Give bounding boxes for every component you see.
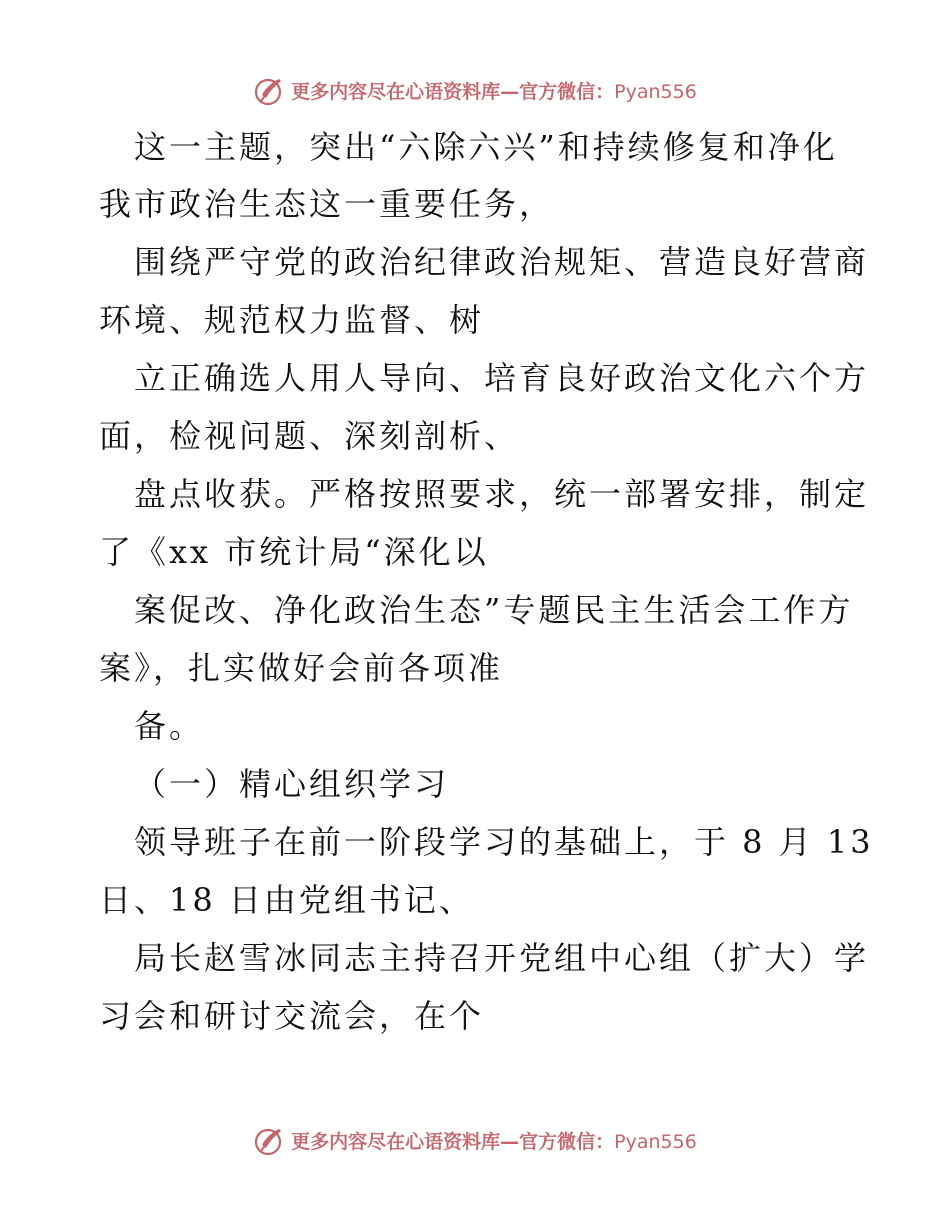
- body-line: 备。: [134, 707, 205, 745]
- body-line: 习会和研讨交流会，在个: [99, 997, 485, 1035]
- body-line: 我市政治生态这一重要任务，: [99, 185, 555, 223]
- body-line: 案》，扎实做好会前各项准: [99, 649, 504, 687]
- footer-banner-text: 更多内容尽在心语资料库—官方微信：Pyan556: [291, 1130, 697, 1153]
- body-line: 了《xx 市统计局“深化以: [99, 533, 489, 571]
- section-heading: （一）精心组织学习: [134, 765, 450, 803]
- body-line: 面，检视问题、深刻剖析、: [99, 417, 520, 455]
- header-banner-text: 更多内容尽在心语资料库—官方微信：Pyan556: [291, 80, 697, 103]
- footer-banner: [0, 1120, 950, 1160]
- body-line: 领导班子在前一阶段学习的基础上，于 8 月 13: [134, 823, 874, 861]
- header-banner: [0, 70, 950, 110]
- writing-hand-logo-icon: [253, 1123, 287, 1157]
- writing-hand-logo-icon: [253, 73, 287, 107]
- footer-wechat-id: Pyan556: [614, 1130, 697, 1153]
- body-line: 这一主题，突出“六除六兴”和持续修复和净化: [134, 128, 838, 166]
- body-line: 盘点收获。严格按照要求，统一部署安排，制定: [134, 475, 870, 513]
- header-wechat-id: Pyan556: [614, 80, 697, 103]
- body-line: 立正确选人用人导向、培育良好政治文化六个方: [134, 359, 870, 397]
- body-line: 日、18 日由党组书记、: [99, 881, 474, 919]
- body-line: 案促改、净化政治生态”专题民主生活会工作方: [134, 591, 854, 629]
- body-line: 环境、规范权力监督、树: [99, 301, 485, 339]
- body-line: 局长赵雪冰同志主持召开党组中心组（扩大）学: [134, 939, 870, 977]
- body-line: 围绕严守党的政治纪律政治规矩、营造良好营商: [134, 243, 870, 281]
